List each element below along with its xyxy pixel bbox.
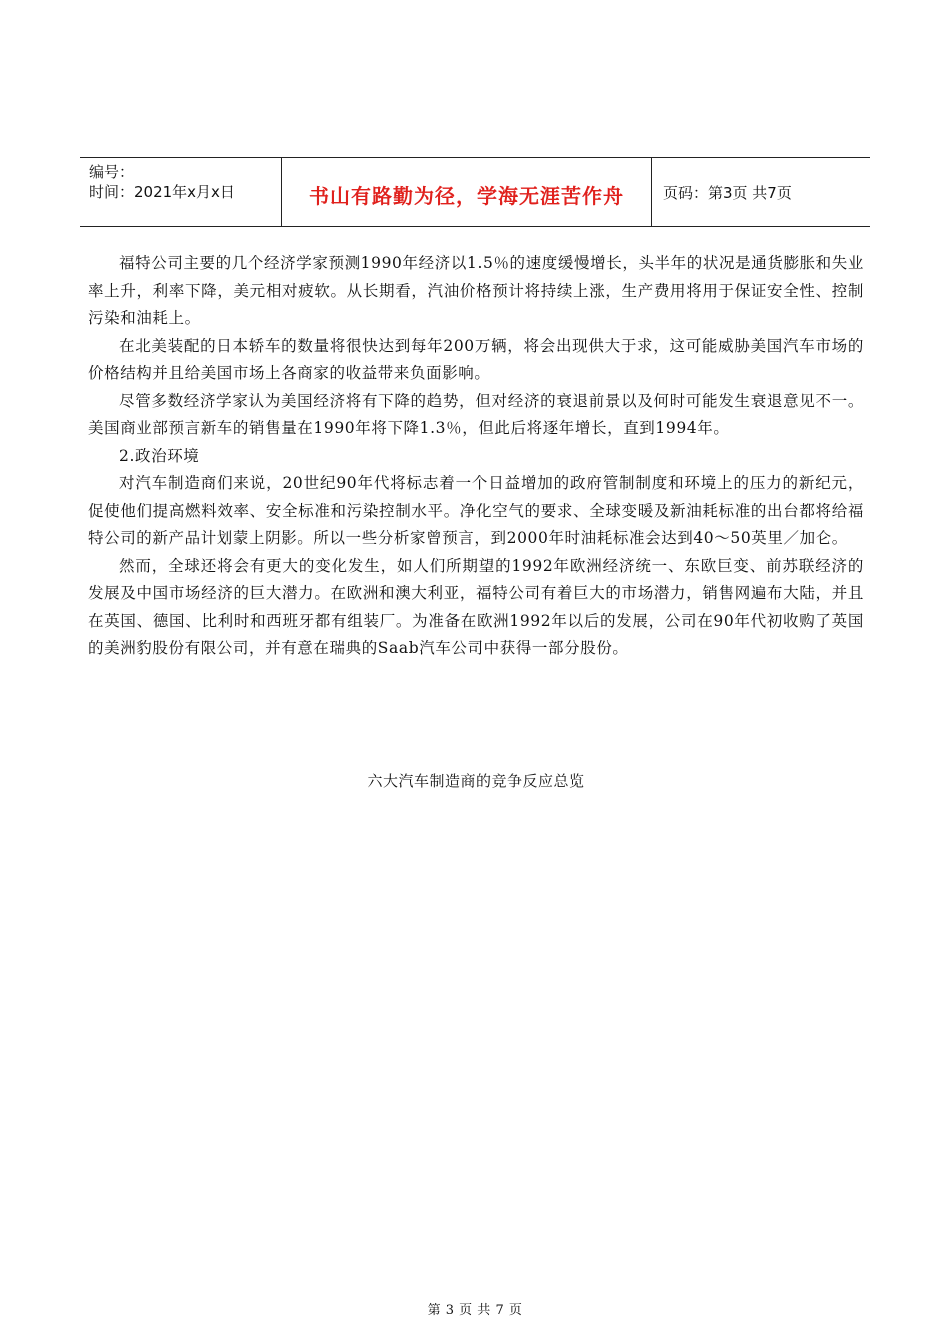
time-label: 时间：2021年x月x日 [89,183,235,201]
body-text [88,250,864,663]
page-footer: 第 3 页 共 7 页 [427,1303,523,1318]
paragraph-economy-forecast: 福特公司主要的几个经济学家预测1990年经济以1.5％的速度缓慢增长，头半年的状况是通货膨胀和失业率上升，利率下降，美元相对疲软。从长期看，汽油价格预计将持续上涨，生产费用将用于保证安全性、控制污染和油耗上。 [88,254,864,327]
paragraph-global-change: 然而，全球还将会有更大的变化发生，如人们所期望的1992年欧洲经济统一、东欧巨变、前苏联经济的发展及中国市场经济的巨大潜力。在欧洲和澳大利亚，福特公司有着巨大的市场潜力，销售网遍布大陆，并且在英国、德国、比利时和西班牙都有组装厂。为准备在欧洲1992年以后的发展，公司在90年代初收购了英国的美洲豹股份有限公司，并有意在瑞典的Saab汽车公司中获得一部分股份。 [88,556,864,657]
header-meta-cell [80,158,282,226]
section-heading-political-environment: 2.政治环境 [119,446,200,465]
number-label: 编号： [89,163,135,181]
paragraph-recession-outlook: 尽管多数经济学家认为美国经济将有下降的趋势，但对经济的衰退前景以及何时可能发生衰退意见不一。美国商业部预言新车的销售量在1990年将下降1.3％，但此后将逐年增长，直到1994年。 [88,391,864,437]
header-motto-cell [282,158,652,226]
paragraph-regulation: 对汽车制造商们来说，20世纪90年代将标志着一个日益增加的政府管制制度和环境上的压力的新纪元，促使他们提高燃料效率、安全标准和污染控制水平。净化空气的要求、全球变暖及新油耗标准的出台都将给福特公司的新产品计划蒙上阴影。所以一些分析家曾预言，到2000年时油耗标准会达到40～50英里／加仑。 [88,474,864,547]
header-page-cell [652,158,870,226]
table-caption: 六大汽车制造商的竞争反应总览 [367,772,585,790]
document-header [80,157,870,227]
motto-text: 书山有路勤为径，学海无涯苦作舟 [309,183,624,208]
page-label: 页码：第3页 共7页 [663,183,792,202]
paragraph-japanese-cars: 在北美装配的日本轿车的数量将很快达到每年200万辆，将会出现供大于求，这可能威胁美国汽车市场的价格结构并且给美国市场上各商家的收益带来负面影响。 [88,336,864,382]
